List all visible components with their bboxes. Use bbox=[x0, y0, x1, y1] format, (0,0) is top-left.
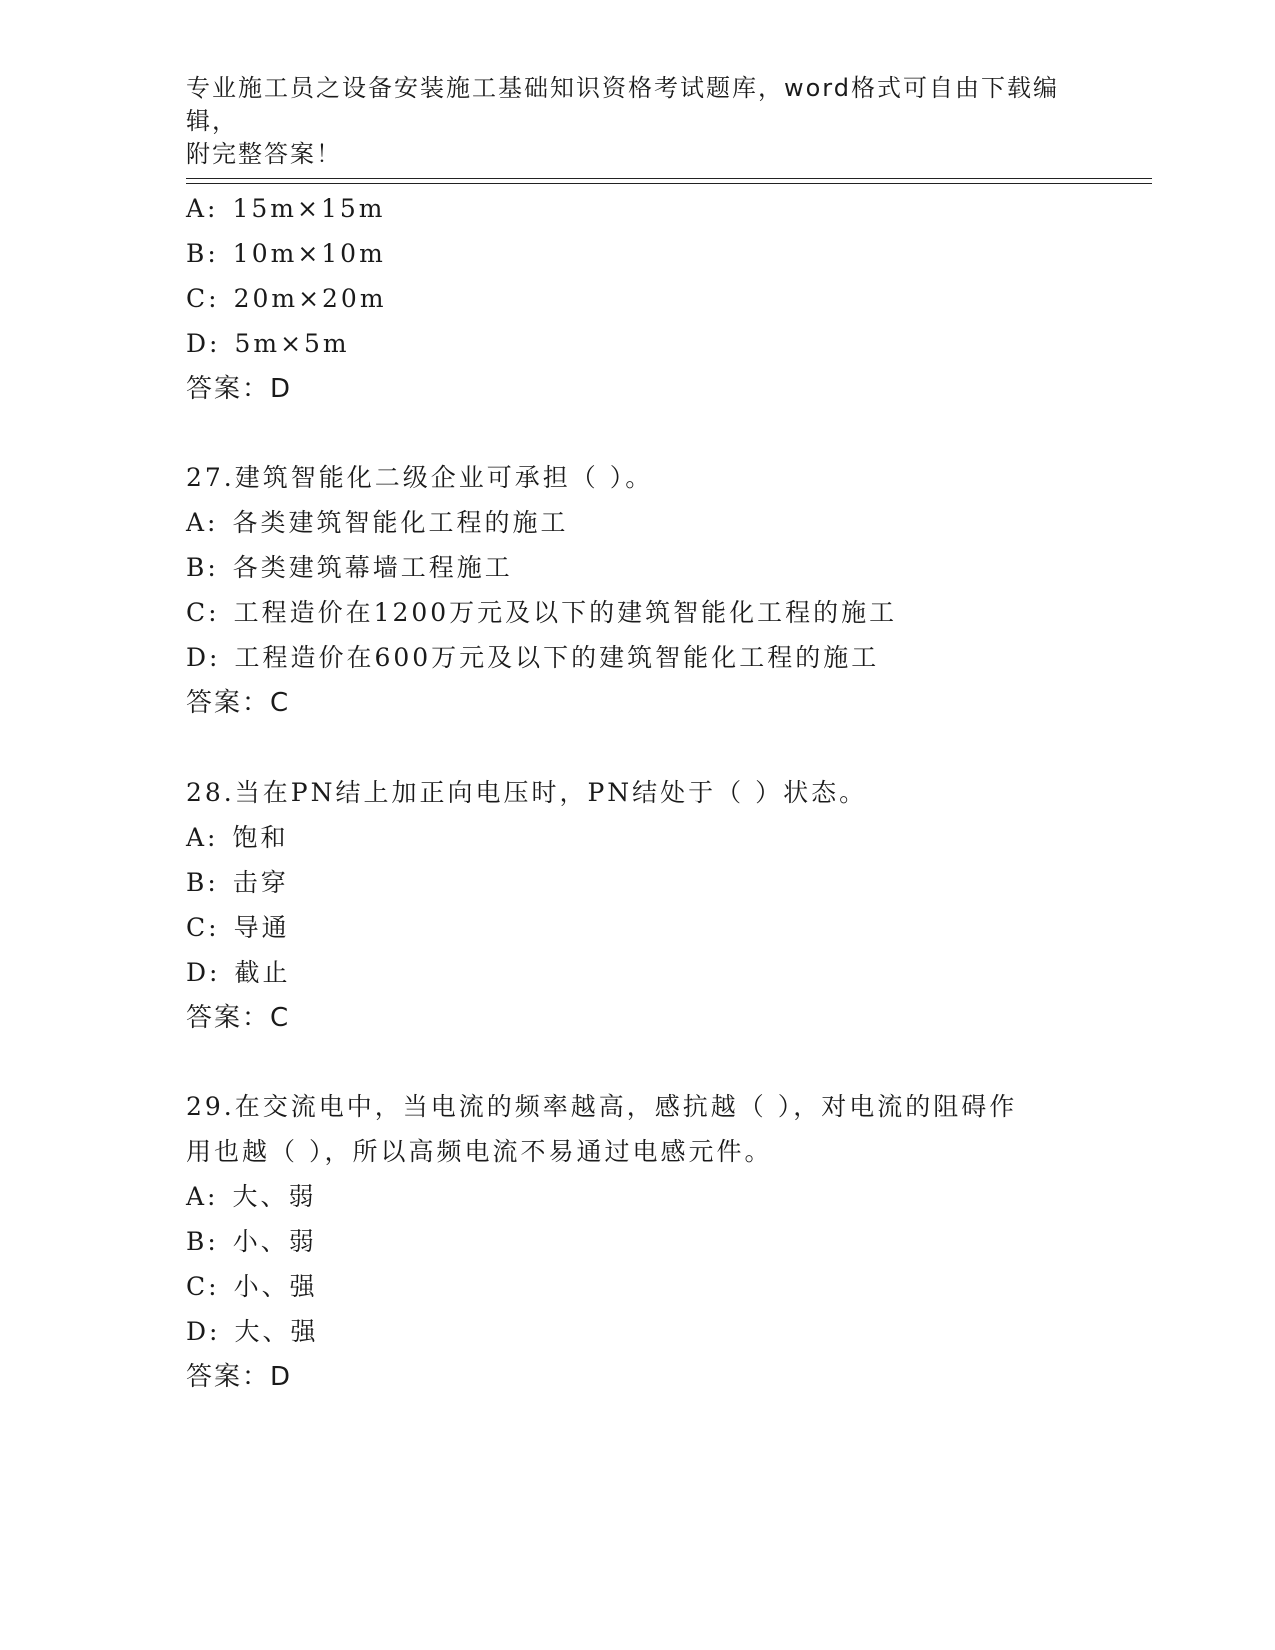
option-letter: D: bbox=[186, 1317, 221, 1346]
option-letter: B: bbox=[186, 239, 219, 268]
option-a bbox=[186, 1181, 317, 1213]
option-letter: C: bbox=[186, 1272, 220, 1301]
header-line-1: 专业施工员之设备安装施工基础知识资格考试题库，word格式可自由下载编辑， bbox=[186, 74, 1059, 135]
option-text: 饱和 bbox=[232, 823, 289, 852]
question-text-line-1: 29.在交流电中，当电流的频率越高，感抗越（ ），对电流的阻碍作 bbox=[186, 1092, 1018, 1121]
option-b bbox=[186, 1226, 317, 1258]
option-c bbox=[186, 912, 290, 944]
option-d bbox=[186, 957, 290, 989]
option-text: 5m×5m bbox=[234, 329, 350, 358]
option-letter: A: bbox=[186, 508, 219, 537]
header-divider-bottom bbox=[186, 183, 1152, 184]
answer: 答案：D bbox=[186, 1362, 293, 1392]
option-text: 工程造价在600万元及以下的建筑智能化工程的施工 bbox=[234, 643, 880, 672]
document-header bbox=[186, 72, 1066, 171]
option-text: 工程造价在1200万元及以下的建筑智能化工程的施工 bbox=[233, 598, 898, 627]
option-b bbox=[186, 867, 289, 899]
option-text: 各类建筑智能化工程的施工 bbox=[232, 508, 569, 537]
option-text: 击穿 bbox=[232, 868, 289, 897]
question-text: 28.当在PN结上加正向电压时，PN结处于（ ）状态。 bbox=[186, 778, 868, 807]
option-letter: D: bbox=[186, 329, 221, 358]
option-letter: B: bbox=[186, 868, 219, 897]
question-text-line-2: 用也越（ ），所以高频电流不易通过电感元件。 bbox=[186, 1137, 773, 1166]
option-letter: A: bbox=[186, 1182, 219, 1211]
option-c bbox=[186, 283, 387, 315]
option-text: 截止 bbox=[234, 958, 291, 987]
option-b bbox=[186, 552, 513, 584]
option-letter: D: bbox=[186, 958, 221, 987]
answer: 答案：C bbox=[186, 688, 291, 718]
option-letter: B: bbox=[186, 1227, 219, 1256]
option-text: 小、弱 bbox=[232, 1227, 317, 1256]
option-c bbox=[186, 597, 897, 629]
option-d bbox=[186, 328, 350, 360]
option-d bbox=[186, 642, 879, 674]
option-letter: A: bbox=[186, 194, 219, 223]
option-letter: C: bbox=[186, 598, 220, 627]
option-a bbox=[186, 507, 569, 539]
answer: 答案：D bbox=[186, 374, 293, 404]
option-text: 导通 bbox=[233, 913, 290, 942]
option-letter: B: bbox=[186, 553, 219, 582]
option-letter: C: bbox=[186, 913, 220, 942]
option-text: 10m×10m bbox=[232, 239, 386, 268]
question-text: 27.建筑智能化二级企业可承担（ ）。 bbox=[186, 463, 654, 492]
option-text: 大、弱 bbox=[232, 1182, 317, 1211]
option-text: 各类建筑幕墙工程施工 bbox=[232, 553, 513, 582]
option-d bbox=[186, 1316, 318, 1348]
option-letter: C: bbox=[186, 284, 220, 313]
option-letter: D: bbox=[186, 643, 221, 672]
header-divider-top bbox=[186, 178, 1152, 179]
option-text: 小、强 bbox=[233, 1272, 318, 1301]
option-a bbox=[186, 822, 289, 854]
option-a bbox=[186, 193, 385, 225]
answer: 答案：C bbox=[186, 1003, 291, 1033]
option-text: 大、强 bbox=[234, 1317, 319, 1346]
option-text: 15m×15m bbox=[232, 194, 386, 223]
option-text: 20m×20m bbox=[233, 284, 387, 313]
option-letter: A: bbox=[186, 823, 219, 852]
option-c bbox=[186, 1271, 318, 1303]
option-b bbox=[186, 238, 386, 270]
header-line-2: 附完整答案！ bbox=[186, 140, 342, 168]
